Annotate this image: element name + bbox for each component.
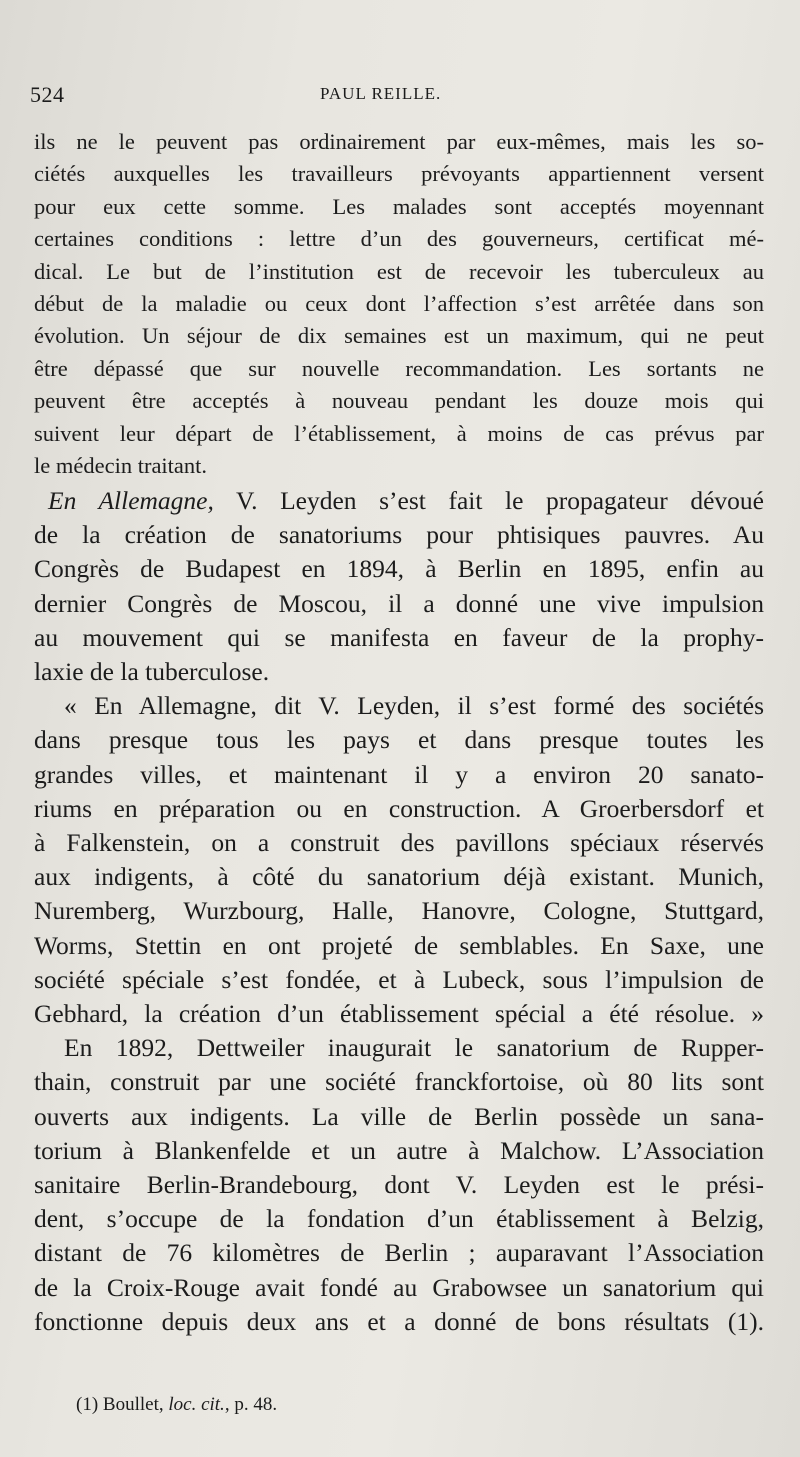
quote-line: Nuremberg, Wurzbourg, Halle, Hanovre, Cologne, Stuttgard, xyxy=(34,896,764,926)
footnote-prefix: (1) Boullet, xyxy=(76,1394,169,1415)
quote-line: Gebhard, la création d’un établissement spécial a été résolue. » xyxy=(34,999,764,1029)
text-line: de la création de sanatoriums pour phtisiques pauvres. Au xyxy=(34,520,764,550)
quote-line: dans presque tous les pays et dans presque toutes les xyxy=(34,725,764,755)
footnote xyxy=(76,1394,277,1416)
quote-line: « En Allemagne, dit V. Leyden, il s’est formé des sociétés xyxy=(64,691,764,721)
text-line: fonctionne depuis deux ans et a donné de bons résultats (1). xyxy=(34,1306,764,1336)
text-line: ils ne le peuvent pas ordinairement par eux-mêmes, mais les so- xyxy=(34,129,764,154)
italic-lead: En Allemagne, xyxy=(48,486,214,515)
quote-line: grandes villes, et maintenant il y a environ 20 sanato- xyxy=(34,759,764,789)
paragraph-germany-first-line xyxy=(34,484,764,518)
footnote-suffix: , p. 48. xyxy=(224,1394,278,1415)
text-line: pour eux cette somme. Les malades sont acceptés moyennant xyxy=(34,193,764,219)
text-line: peuvent être acceptés à nouveau pendant les douze mois qui xyxy=(34,388,764,414)
quote-line: aux indigents, à côté du sanatorium déjà existant. Munich, xyxy=(34,862,764,892)
text-line: distant de 76 kilomètres de Berlin ; auparavant l’Association xyxy=(34,1238,764,1268)
quote-line: riums en préparation ou en construction. A Groerbersdorf et xyxy=(34,793,764,823)
text-line: au mouvement qui se manifesta en faveur de la prophy- xyxy=(34,622,764,652)
running-title: PAUL REILLE. xyxy=(320,84,442,103)
page-number: 524 xyxy=(30,82,65,107)
paragraph-continued xyxy=(34,126,764,482)
text-line: certaines conditions : lettre d’un des gouverneurs, certificat mé- xyxy=(34,226,764,252)
text-line: dical. Le but de l’institution est de recevoir les tuberculeux au xyxy=(34,258,764,284)
footnote-italic: loc. cit. xyxy=(168,1394,225,1415)
text-line: laxie de la tuberculose. xyxy=(34,657,270,687)
text-line: ciétés auxquelles les travailleurs prévoyants appartiennent versent xyxy=(34,161,764,187)
text-line: de la Croix-Rouge avait fondé au Grabowsee un sanatorium qui xyxy=(34,1272,764,1302)
text-line: suivent leur départ de l’établissement, à moins de cas prévus par xyxy=(34,420,764,446)
quote-line: Worms, Stettin en ont projeté de semblables. En Saxe, une xyxy=(34,930,764,960)
text-line: ouverts aux indigents. La ville de Berlin possède un sana- xyxy=(34,1101,764,1131)
text-line: En 1892, Dettweiler inaugurait le sanatorium de Rupper- xyxy=(64,1033,764,1063)
text-line: Congrès de Budapest en 1894, à Berlin en 1895, enfin au xyxy=(34,554,764,584)
text-line: le médecin traitant. xyxy=(34,453,208,479)
text-line: dernier Congrès de Moscou, il a donné une vive impulsion xyxy=(34,588,764,618)
text-line: être dépassé que sur nouvelle recommandation. Les sortants ne xyxy=(34,355,764,381)
text-line: thain, construit par une société franckfortoise, où 80 lits sont xyxy=(34,1067,764,1097)
text-line: dent, s’occupe de la fondation d’un établissement à Belzig, xyxy=(34,1204,764,1234)
text-line: sanitaire Berlin-Brandebourg, dont V. Leyden est le prési- xyxy=(34,1170,764,1200)
text-line: évolution. Un séjour de dix semaines est un maximum, qui ne peut xyxy=(34,323,764,349)
page-header xyxy=(30,82,760,106)
text-line: torium à Blankenfelde et un autre à Malchow. L’Association xyxy=(34,1135,764,1165)
text-run: V. Leyden s’est fait le propagateur dévoué xyxy=(213,486,764,515)
quote-line: société spéciale s’est fondée, et à Lubeck, sous l’impulsion de xyxy=(34,964,764,994)
text-line: début de la maladie ou ceux dont l’affection s’est arrêtée dans son xyxy=(34,291,764,317)
main-text xyxy=(34,484,764,1339)
quote-line: à Falkenstein, on a construit des pavillons spéciaux réservés xyxy=(34,828,764,858)
